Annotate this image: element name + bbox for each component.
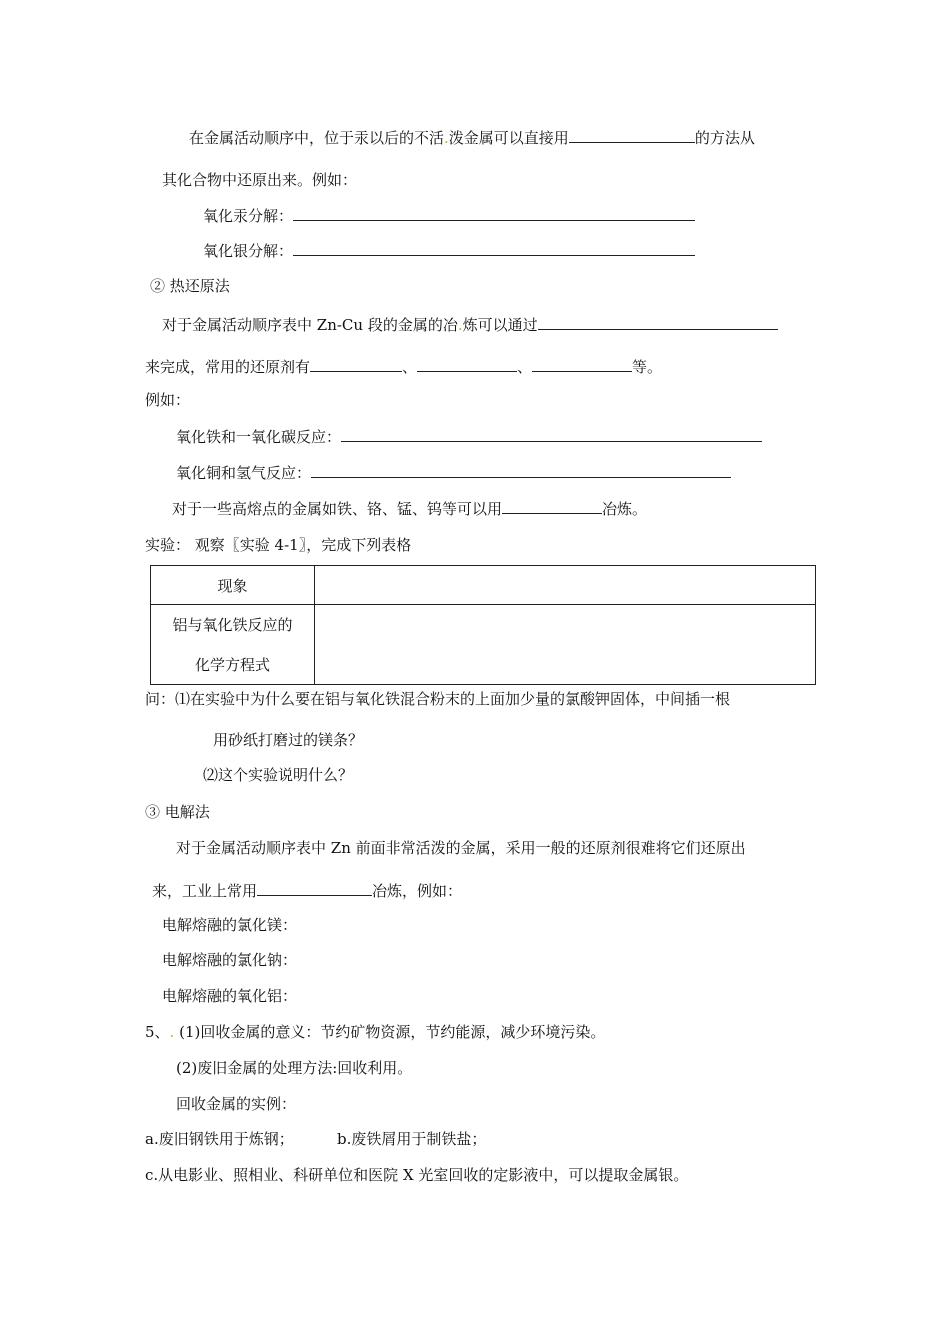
recycling-examples-heading: 回收金属的实例： (176, 1095, 297, 1113)
equation-label-line1: 铝与氧化铁反应的 (172, 615, 293, 634)
experiment-table (150, 565, 816, 685)
p1-line1-text-a: 在金属活动顺序中，位于汞以后的不活 (189, 129, 445, 147)
s3-line2-tail: 冶炼，例如： (372, 882, 463, 900)
p1-line1-text-b: 泼金属可以直接用 (448, 129, 569, 147)
phenomenon-cell[interactable] (315, 566, 816, 605)
s5-line2: (2)废旧金属的处理方法:回收利用。 (176, 1059, 413, 1077)
s2-line2-text: 来完成，常用的还原剂有 (145, 358, 311, 376)
reducer-blank-3[interactable] (532, 356, 632, 372)
recycling-example-a: a.废旧钢铁用于炼钢； (145, 1130, 294, 1148)
question-1-line1: 问：⑴在实验中为什么要在铝与氧化铁混合粉末的上面加少量的氯酸钾固体，中间插一根 (145, 690, 731, 708)
silver-oxide-line (203, 240, 695, 261)
mgcl2-line: 电解熔融的氯化镁： (162, 916, 298, 934)
question-1-line2: 用砂纸打磨过的镁条？ (213, 731, 364, 749)
iron-oxide-co-label: 氧化铁和一氧化碳反应： (176, 428, 342, 446)
mercury-oxide-label: 氧化汞分解： (203, 207, 294, 225)
silver-oxide-label: 氧化银分解： (203, 242, 294, 260)
s3-line2-text: 来，工业上常用 (152, 882, 258, 900)
section5-number: 5、 (145, 1023, 170, 1041)
mercury-oxide-line (203, 205, 695, 226)
reducer-blank-2[interactable] (417, 356, 517, 372)
s5-line1 (145, 1022, 605, 1042)
high-melt-line (172, 498, 647, 519)
equation-label (151, 605, 315, 685)
equation-label-line2: 化学方程式 (194, 655, 270, 674)
table-row (151, 566, 816, 605)
s3-line2 (152, 880, 462, 901)
recycling-significance: (1)回收金属的意义：节约矿物资源，节约能源，减少环境污染。 (179, 1023, 606, 1041)
separator: 、 (517, 358, 533, 376)
nacl-line: 电解熔融的氯化钠： (162, 951, 298, 969)
copper-oxide-h2-line (176, 462, 731, 483)
copper-oxide-h2-label: 氧化铜和氢气反应： (176, 464, 312, 482)
s2-line2 (145, 356, 662, 377)
p1-line1-tail: 的方法从 (694, 129, 755, 147)
table-row (151, 605, 816, 685)
smelting-method-blank[interactable] (538, 314, 778, 330)
s3-line1: 对于金属活动顺序表中 Zn 前面非常活泼的金属，采用一般的还原剂很难将它们还原出 (176, 839, 746, 857)
al2o3-line: 电解熔融的氧化铝： (162, 987, 298, 1005)
question-2: ⑵这个实验说明什么？ (203, 766, 354, 784)
stray-dot: . (444, 129, 449, 147)
phenomenon-label: 现象 (151, 566, 315, 605)
separator: 、 (402, 358, 418, 376)
s2-line2-tail: 等。 (632, 358, 663, 376)
recycling-example-b: b.废铁屑用于制铁盐； (337, 1130, 487, 1148)
copper-oxide-h2-blank[interactable] (311, 462, 731, 478)
s2-line1-text-b: 炼可以通过 (462, 316, 538, 334)
p1-line2: 其化合物中还原出来。例如： (162, 171, 358, 189)
iron-oxide-co-line (176, 426, 762, 447)
section2-title: ② 热还原法 (150, 277, 230, 295)
recycling-example-c: c.从电影业、照相业、科研单位和医院 X 光室回收的定影液中，可以提取金属银。 (145, 1166, 689, 1184)
iron-oxide-co-blank[interactable] (341, 426, 762, 442)
section3-title: ③ 电解法 (145, 803, 210, 821)
high-melt-text: 对于一些高熔点的金属如铁、铬、锰、钨等可以用 (172, 500, 503, 518)
method-blank[interactable] (569, 127, 695, 143)
reducer-blank-1[interactable] (310, 356, 402, 372)
silver-oxide-blank[interactable] (293, 240, 695, 256)
mercury-oxide-blank[interactable] (293, 205, 695, 221)
stray-dot: . (169, 1023, 175, 1041)
high-melt-tail: 冶炼。 (602, 500, 648, 518)
example-heading: 例如： (145, 391, 191, 409)
stray-dot: . (457, 316, 463, 334)
p1-line1 (189, 127, 755, 148)
experiment-intro: 实验： 观察〖实验 4-1〗，完成下列表格 (145, 536, 412, 554)
high-melt-blank[interactable] (502, 498, 602, 514)
s2-line1-text-a: 对于金属活动顺序表中 Zn-Cu 段的金属的冶 (162, 316, 458, 334)
equation-cell[interactable] (315, 605, 816, 685)
s2-line1 (162, 314, 778, 335)
electrolysis-blank[interactable] (257, 880, 372, 896)
